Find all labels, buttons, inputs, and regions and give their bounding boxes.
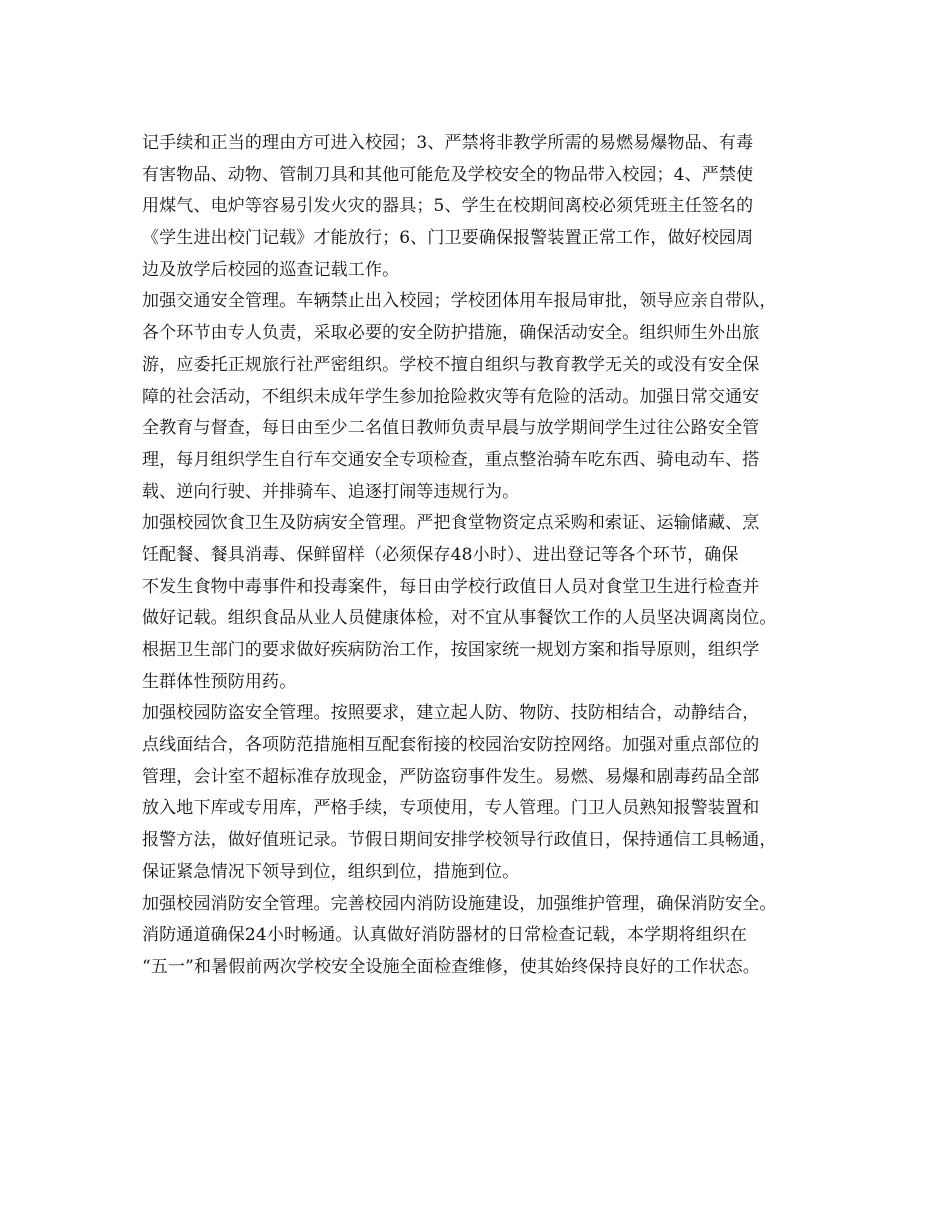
text-line: 根据卫生部门的要求做好疾病防治工作，按国家统一规划方案和指导原则，组织学 [142,640,760,660]
paragraph-fire-start: 加强校园消防安全管理。完善校园内消防设施建设，加强维护管理，确保消防安全。 [142,893,777,914]
text-line: 边及放学后校园的巡查记载工作。 [142,259,400,280]
text-line: 报警方法，做好值班记录。节假日期间安排学校领导行政值日，保持通信工具畅通， [142,830,777,851]
text-line: 点线面结合，各项防范措施相互配套衔接的校园治安防控网络。加强对重点部位的 [142,735,760,756]
text-line: 不发生食物中毒事件和投毒案件，每日由学校行政值日人员对食堂卫生进行检查并 [142,576,760,597]
text-line: 饪配餐、餐具消毒、保鲜留样（必须保存48小时）、进出登记等各个环节，确保 [142,544,739,565]
text-line: 各个环节由专人负责，采取必要的安全防护措施，确保活动安全。组织师生外出旅 [142,323,760,344]
text-line: 障的社会活动，不组织未成年学生参加抢险救灾等有危险的活动。加强日常交通安 [142,386,760,407]
text-line: 记手续和正当的理由方可进入校园；3、严禁将非教学所需的易燃易爆物品、有毒 [142,133,754,153]
text-line: “五一”和暑假前两次学校安全设施全面检查维修，使其始终保持良好的工作状态。 [142,956,760,977]
paragraph-theft-start: 加强校园防盗安全管理。按照要求，建立起人防、物防、技防相结合，动静结合， [142,703,760,724]
text-line: 用煤气、电炉等容易引发火灾的器具；5、学生在校期间离校必须凭班主任签名的 [142,196,754,217]
text-line: 管理，会计室不超标准存放现金，严防盗窃事件发生。易燃、易爆和剧毒药品全部 [142,766,760,787]
text-line: 保证紧急情况下领导到位，组织到位，措施到位。 [142,861,520,882]
paragraph-traffic-start: 加强交通安全管理。车辆禁止出入校园；学校团体用车报局审批，领导应亲自带队， [142,291,777,312]
paragraph-food-start: 加强校园饮食卫生及防病安全管理。严把食堂物资定点采购和索证、运输储藏、烹 [142,513,760,534]
text-line: 理，每月组织学生自行车交通安全专项检查，重点整治骑车吃东西、骑电动车、搭 [142,449,760,470]
text-line: 载、逆向行驶、并排骑车、追逐打闹等违规行为。 [142,481,520,502]
text-line: 放入地下库或专用库，严格手续，专项使用，专人管理。门卫人员熟知报警装置和 [142,798,760,819]
text-line: 游，应委托正规旅行社严密组织。学校不擅自组织与教育教学无关的或没有安全保 [142,354,760,375]
text-line: 做好记载。组织食品从业人员健康体检，对不宜从事餐饮工作的人员坚决调离岗位。 [142,608,777,629]
text-line: 有害物品、动物、管制刀具和其他可能危及学校安全的物品带入校园；4、严禁使 [142,164,754,185]
text-line: 消防通道确保24小时畅通。认真做好消防器材的日常检查记载，本学期将组织在 [142,925,748,946]
text-line: 生群体性预防用药。 [142,671,297,692]
text-line: 全教育与督查，每日由至少二名值日教师负责早晨与放学期间学生过往公路安全管 [142,418,760,439]
text-line: 《学生进出校门记载》才能放行；6、门卫要确保报警装置正常工作，做好校园周 [142,228,754,249]
document-body [142,128,832,984]
